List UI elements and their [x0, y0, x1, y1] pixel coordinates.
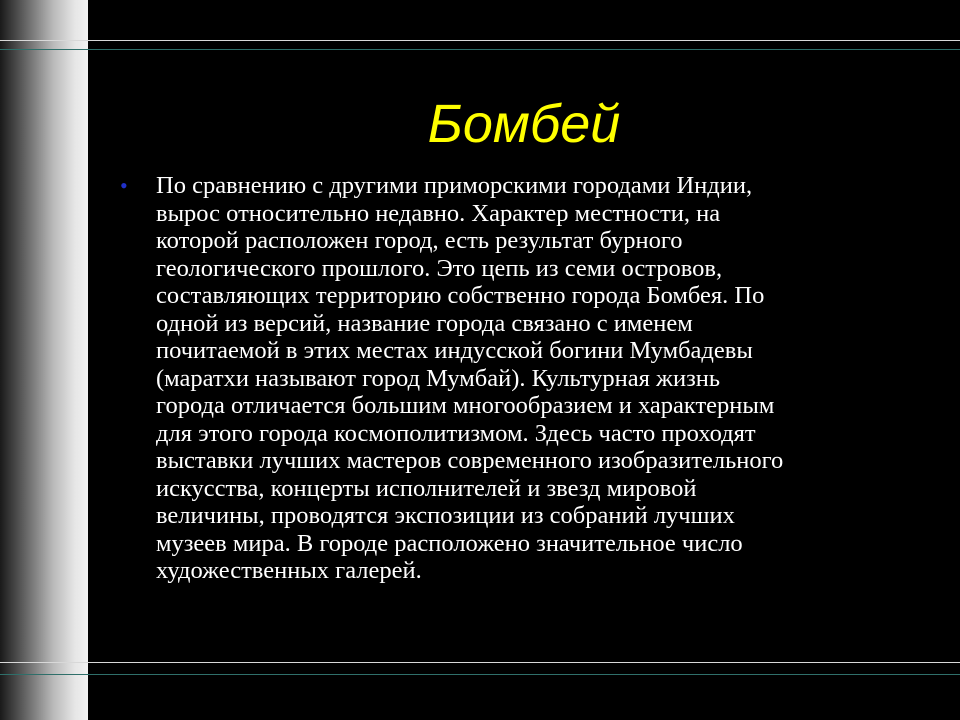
side-gradient-panel	[0, 0, 88, 720]
bullet-marker: •	[120, 173, 128, 198]
top-rule-teal	[0, 49, 960, 50]
top-rule-light	[0, 40, 960, 41]
bullet-item	[118, 172, 928, 585]
bottom-rule-teal	[0, 674, 960, 675]
slide-title: Бомбей	[427, 94, 621, 154]
bottom-rule-light	[0, 662, 960, 663]
bullet-list	[118, 172, 928, 585]
bullet-text: По сравнению с другими приморскими городами Индии, вырос относительно недавно. Характер местности, на которой расположен город, есть результат бурного геологического прошлого. Это цепь из семи островов, составляющих территорию собственно города Бомбея. По одной из версий, название города связано с именем почитаемой в этих местах индусской богини Мумбадевы (маратхи называют город Мумбай). Культурная жизнь города отличается большим многообразием и характерным для этого города космополитизмом. Здесь часто проходят выставки лучших мастеров современного изобразительного искусства, концерты исполнителей и звезд мировой величины, проводятся экспозиции из собраний лучших музеев мира. В городе расположено значительное число художественных галерей.	[156, 172, 784, 584]
